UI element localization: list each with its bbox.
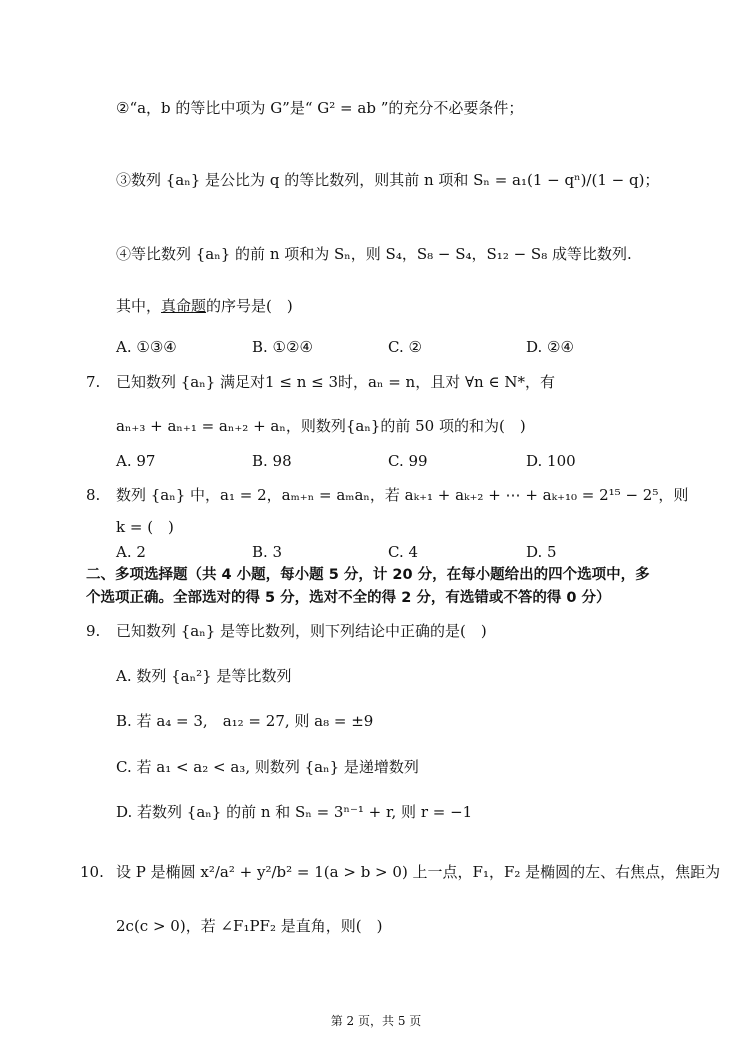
section-2-heading-line-2: 个选项正确。全部选对的得 5 分，选对不全的得 2 分，有选错或不答的得 0 分） — [86, 590, 611, 606]
question-9-option-a[interactable]: A. 数列 {aₙ²} 是等比数列 — [116, 667, 292, 685]
question-7-line-1: 已知数列 {aₙ} 满足对1 ≤ n ≤ 3时，aₙ = n，且对 ∀n ∈ N*，有 — [116, 373, 555, 391]
option-b[interactable]: B. ①②④ — [252, 338, 313, 356]
question-9-stem: 已知数列 {aₙ} 是等比数列，则下列结论中正确的是( ) — [116, 622, 487, 640]
stem-suffix: 的序号是( ) — [206, 297, 293, 315]
question-10-line-1: 设 P 是椭圆 x²/a² + y²/b² = 1(a > b > 0) 上一点，F₁，F₂ 是椭圆的左、右焦点，焦距为 — [116, 863, 721, 881]
option-b[interactable]: B. 3 — [252, 543, 283, 561]
question-9-option-b[interactable]: B. 若 a₄ = 3, a₁₂ = 27, 则 a₈ = ±9 — [116, 712, 374, 730]
question-8-options — [116, 542, 636, 562]
question-8-line-2: k = ( ) — [116, 518, 174, 536]
option-a[interactable]: A. 97 — [116, 452, 156, 470]
option-a[interactable]: A. ①③④ — [116, 338, 177, 356]
option-c[interactable]: C. ② — [388, 338, 422, 356]
question-10-number: 10. — [80, 863, 104, 881]
stem-underlined: 真命题 — [161, 297, 207, 315]
option-d[interactable]: D. ②④ — [526, 338, 574, 356]
option-d[interactable]: D. 100 — [526, 452, 576, 470]
question-8-line-1: 数列 {aₙ} 中，a₁ = 2，aₘ₊ₙ = aₘaₙ，若 aₖ₊₁ + aₖ₊₂ + ⋯ + aₖ₊₁₀ = 2¹⁵ − 2⁵，则 — [116, 486, 689, 504]
question-6-stem — [116, 296, 293, 316]
question-10-line-2: 2c(c > 0)，若 ∠F₁PF₂ 是直角，则( ) — [116, 917, 383, 935]
question-9-option-c[interactable]: C. 若 a₁ < a₂ < a₃, 则数列 {aₙ} 是递增数列 — [116, 758, 419, 776]
statement-4: ④等比数列 {aₙ} 的前 n 项和为 Sₙ，则 S₄，S₈ − S₄，S₁₂ − S₈ 成等比数列. — [116, 245, 632, 263]
stem-prefix: 其中， — [116, 297, 162, 315]
question-9-option-d[interactable]: D. 若数列 {aₙ} 的前 n 和 Sₙ = 3ⁿ⁻¹ + r, 则 r = −1 — [116, 803, 473, 821]
option-a[interactable]: A. 2 — [116, 543, 146, 561]
question-7-options — [116, 451, 636, 471]
question-7-line-2: aₙ₊₃ + aₙ₊₁ = aₙ₊₂ + aₙ，则数列{aₙ}的前 50 项的和为( ) — [116, 417, 526, 435]
statement-3: ③数列 {aₙ} 是公比为 q 的等比数列，则其前 n 项和 Sₙ = a₁(1 − qⁿ)/(1 − q)； — [116, 171, 660, 189]
section-2-heading-line-1: 二、多项选择题（共 4 小题，每小题 5 分，计 20 分，在每小题给出的四个选项中，多 — [86, 567, 650, 583]
statement-2: ②“a，b 的等比中项为 G”是“ G² = ab ”的充分不必要条件； — [116, 99, 524, 117]
question-6-options — [116, 337, 636, 357]
question-9-number: 9. — [86, 622, 101, 640]
option-d[interactable]: D. 5 — [526, 543, 557, 561]
option-c[interactable]: C. 99 — [388, 452, 428, 470]
question-7-number: 7. — [86, 373, 101, 391]
page-footer: 第 2 页，共 5 页 — [330, 1014, 422, 1028]
option-c[interactable]: C. 4 — [388, 543, 419, 561]
question-8-number: 8. — [86, 486, 101, 504]
option-b[interactable]: B. 98 — [252, 452, 292, 470]
